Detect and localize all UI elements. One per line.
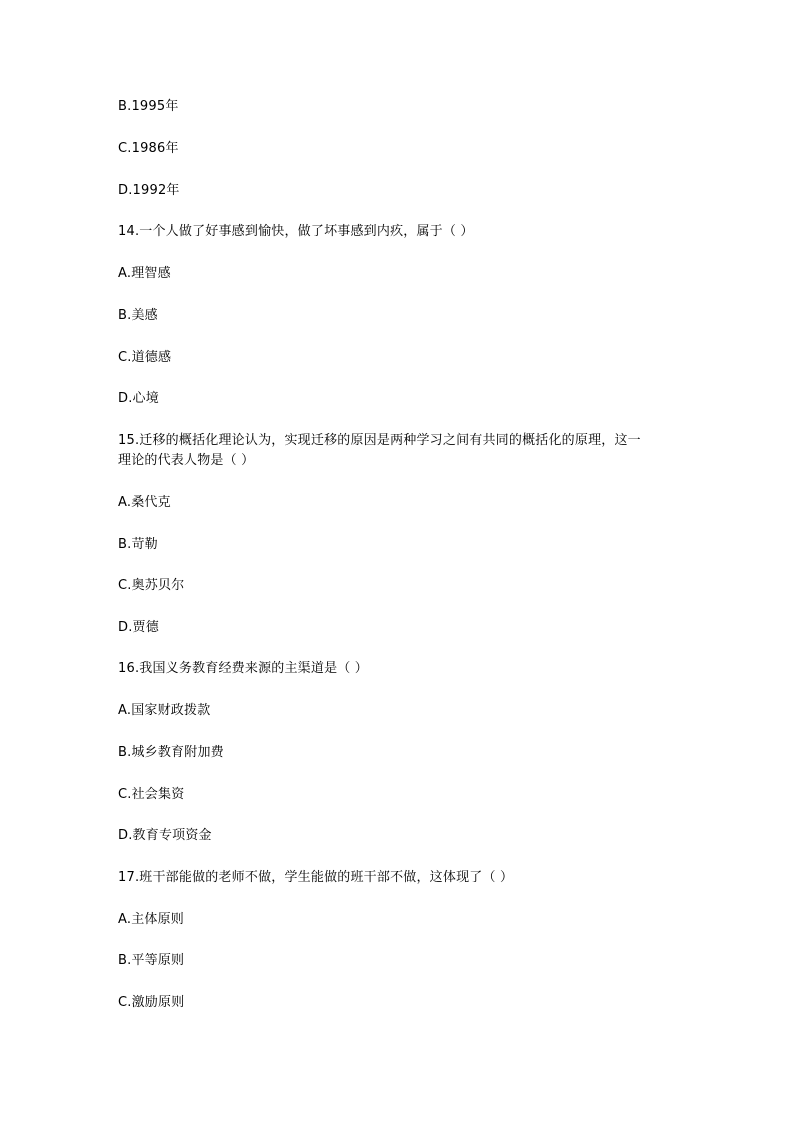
option-c-q13: C.1986年 — [118, 141, 179, 156]
option-c-q15: C.奥苏贝尔 — [118, 578, 185, 593]
option-d-q15: D.贾德 — [118, 620, 159, 635]
question-15-line-1: 15.迁移的概括化理论认为，实现迁移的原因是两种学习之间有共同的概括化的原理，这一 — [118, 433, 641, 448]
option-d-q16: D.教育专项资金 — [118, 828, 212, 843]
option-c-q14: C.道德感 — [118, 350, 172, 365]
option-c-q17: C.激励原则 — [118, 995, 185, 1010]
option-d-q14: D.心境 — [118, 391, 159, 406]
option-c-q16: C.社会集资 — [118, 787, 185, 802]
option-a-q15: A.桑代克 — [118, 495, 171, 510]
option-a-q14: A.理智感 — [118, 266, 171, 281]
option-b-q14: B.美感 — [118, 308, 158, 323]
option-b-q17: B.平等原则 — [118, 953, 185, 968]
question-14: 14.一个人做了好事感到愉快，做了坏事感到内疚，属于（ ） — [118, 224, 474, 239]
question-15-line-2: 理论的代表人物是（ ） — [118, 453, 255, 468]
option-a-q16: A.国家财政拨款 — [118, 703, 211, 718]
option-a-q17: A.主体原则 — [118, 912, 184, 927]
question-17: 17.班干部能做的老师不做，学生能做的班干部不做，这体现了（ ） — [118, 870, 514, 885]
option-b-q15: B.苛勒 — [118, 537, 158, 552]
question-16: 16.我国义务教育经费来源的主渠道是（ ） — [118, 661, 369, 676]
option-b-q13: B.1995年 — [118, 99, 179, 114]
option-b-q16: B.城乡教育附加费 — [118, 745, 224, 760]
option-d-q13: D.1992年 — [118, 183, 180, 198]
